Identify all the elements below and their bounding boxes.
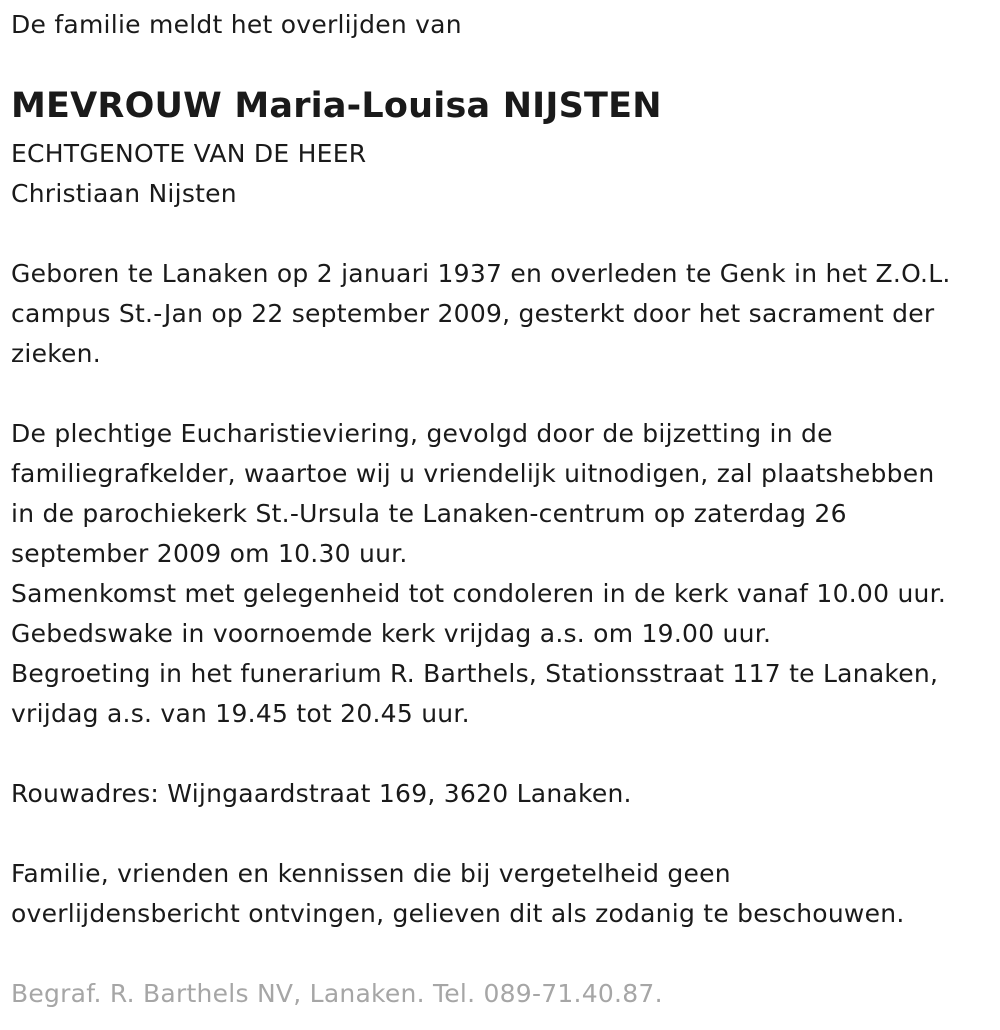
paragraph-line: vrijdag a.s. van 19.45 tot 20.45 uur. — [11, 699, 470, 728]
intro-text: De familie meldt het overlijden van — [11, 10, 462, 39]
paragraph-line: campus St.-Jan op 22 september 2009, gesterkt door het sacrament der — [11, 299, 935, 328]
spouse-line: Christiaan Nijsten — [11, 179, 237, 208]
ceremony-paragraph — [11, 414, 946, 734]
notice-paragraph — [11, 854, 905, 934]
deceased-name: MEVROUW Maria-Louisa NIJSTEN — [11, 86, 662, 126]
undertaker-footer: Begraf. R. Barthels NV, Lanaken. Tel. 089-71.40.87. — [11, 979, 663, 1008]
paragraph-line: Begroeting in het funerarium R. Barthels, Stationsstraat 117 te Lanaken, — [11, 659, 939, 688]
mourning-address: Rouwadres: Wijngaardstraat 169, 3620 Lanaken. — [11, 779, 632, 808]
paragraph-line: Samenkomst met gelegenheid tot condoleren in de kerk vanaf 10.00 uur. — [11, 579, 947, 608]
paragraph-line: overlijdensbericht ontvingen, gelieven dit als zodanig te beschouwen. — [11, 899, 905, 928]
paragraph-line: in de parochiekerk St.-Ursula te Lanaken-centrum op zaterdag 26 — [11, 499, 847, 528]
paragraph-line: Geboren te Lanaken op 2 januari 1937 en overleden te Genk in het Z.O.L. — [11, 259, 951, 288]
spouse-block — [11, 134, 366, 214]
paragraph-line: De plechtige Eucharistieviering, gevolgd door de bijzetting in de — [11, 419, 833, 448]
paragraph-line: Familie, vrienden en kennissen die bij vergetelheid geen — [11, 859, 731, 888]
paragraph-line: zieken. — [11, 339, 101, 368]
spouse-line: ECHTGENOTE VAN DE HEER — [11, 139, 367, 168]
birth-death-paragraph — [11, 254, 951, 374]
paragraph-line: familiegrafkelder, waartoe wij u vriendelijk uitnodigen, zal plaatshebben — [11, 459, 935, 488]
paragraph-line: Gebedswake in voornoemde kerk vrijdag a.s. om 19.00 uur. — [11, 619, 772, 648]
paragraph-line: september 2009 om 10.30 uur. — [11, 539, 408, 568]
